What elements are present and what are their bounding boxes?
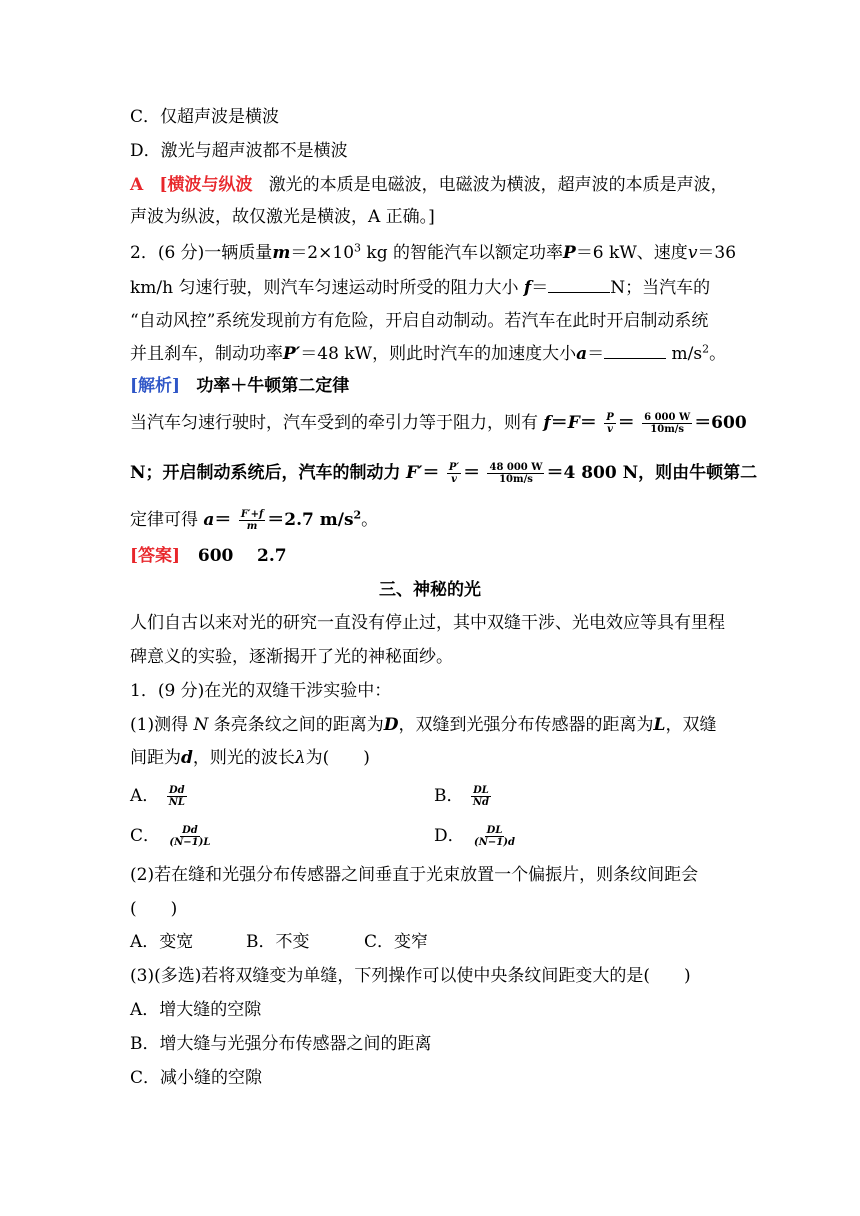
p2-option-b: B．不变 — [246, 932, 310, 952]
q1-text: 间距为 — [130, 748, 181, 768]
q2-solution-line3 — [130, 507, 730, 533]
solution-text: 定律可得 — [130, 510, 198, 530]
var-d: d — [181, 748, 193, 768]
analysis-title: 功率＋牛顿第二定律 — [196, 376, 350, 396]
answer-explanation: 激光的本质是电磁波，电磁波为横波，超声波的本质是声波， — [268, 175, 728, 195]
q2-line1 — [130, 240, 737, 266]
var-lambda: λ — [294, 748, 306, 768]
equals: ＝ — [463, 463, 481, 483]
exponent: 2 — [353, 508, 362, 522]
prev-option-d: D．激光与超声波都不是横波 — [130, 141, 348, 161]
option-fraction — [471, 785, 491, 808]
solution-text: N；开启制动系统后，汽车的制动力 — [130, 463, 401, 483]
fraction-P-over-v — [604, 412, 616, 435]
var-m: m — [272, 243, 291, 263]
denominator: v — [607, 424, 613, 435]
option-fraction — [167, 825, 212, 848]
answer-blank — [548, 276, 610, 293]
option-fraction — [167, 785, 187, 808]
q1-part3-line1: (3)(多选)若将双缝变为单缝，下列操作可以使中央条纹间距变大的是( ) — [130, 966, 691, 986]
p3-option-a: A．增大缝的空隙 — [130, 1000, 262, 1020]
solution-text: 当汽车匀速行驶时，汽车受到的牵引力等于阻力，则有 — [130, 413, 538, 433]
denominator: 10m/s — [499, 474, 533, 485]
p2-option-a: A．变宽 — [130, 932, 194, 952]
q2-text: ＝ — [587, 344, 605, 364]
section-title: 三、神秘的光 — [379, 580, 481, 600]
numerator: P — [606, 412, 614, 423]
exponent: 2 — [702, 342, 710, 356]
var-v: v — [687, 243, 698, 263]
q1-part1-line2 — [130, 745, 730, 771]
var-F: F — [567, 413, 580, 433]
p3-option-b: B．增大缝与光强分布传感器之间的距离 — [130, 1034, 432, 1054]
var-a: a — [576, 344, 588, 364]
prev-answer-line2: 声波为纵波，故仅激光是横波，A 正确。] — [130, 207, 435, 227]
var-a: a — [203, 510, 215, 530]
analysis-tag: [解析] — [130, 376, 181, 396]
equals: ＝ — [550, 413, 568, 433]
denominator: 10m/s — [650, 424, 685, 435]
numerator: 6 000 W — [644, 412, 691, 423]
option-fraction — [472, 825, 517, 848]
solution-text: ＝4 800 N，则由牛顿第二 — [546, 463, 758, 483]
equals: ＝ — [617, 413, 635, 433]
exponent: 3 — [354, 241, 362, 255]
q1-heading: 1．(9 分)在光的双缝干涉实验中： — [130, 681, 392, 701]
q2-solution-line1 — [130, 410, 747, 436]
var-f: f — [543, 413, 551, 433]
var-D: D — [383, 715, 399, 735]
numerator: DL — [486, 825, 503, 836]
var-P: P — [563, 243, 576, 263]
numerator: F′+f — [240, 509, 264, 520]
q2-line3: “自动风控”系统发现前方有危险，开启自动制动。若汽车在此时开启制动系统 — [130, 311, 709, 331]
q2-text: m/s — [666, 344, 703, 364]
fraction-braking-power — [487, 462, 544, 485]
denominator: (N−1)L — [169, 837, 211, 848]
result: ＝2.7 m/s — [267, 510, 354, 530]
denominator: m — [246, 521, 258, 532]
q2-text: N；当汽车的 — [610, 278, 711, 298]
q1-text: ，则光的波长 — [192, 748, 295, 768]
numerator: P′ — [448, 462, 460, 473]
numerator: DL — [473, 785, 489, 796]
q2-text: 。 — [709, 344, 727, 364]
prev-option-c: C．仅超声波是横波 — [130, 107, 280, 127]
q1-part1-line1 — [130, 712, 730, 738]
section-intro-line2: 碑意义的实验，逐渐揭开了光的神秘面纱。 — [130, 647, 453, 667]
q1-part2-line2: ( ) — [130, 899, 178, 919]
option-label: B． — [434, 786, 464, 806]
var-f: f — [523, 278, 532, 298]
q2-line2 — [130, 275, 730, 301]
q2-answer — [130, 543, 730, 569]
q2-text: km/h 匀速行驶，则汽车匀速运动时所受的阻力大小 — [130, 278, 519, 298]
answer-tag: [横波与纵波 — [159, 175, 253, 195]
var-N: N — [193, 715, 209, 735]
answer-letter: A — [130, 175, 144, 195]
q1-text: ，双缝 — [665, 715, 717, 735]
p2-option-c: C．变窄 — [364, 932, 429, 952]
q2-solution-line2 — [130, 460, 758, 486]
q2-text: 并且刹车，制动功率 — [130, 344, 283, 364]
q2-text: ＝6 kW、速度 — [575, 243, 688, 263]
option-a — [130, 783, 189, 809]
q1-text: 条亮条纹之间的距离为 — [213, 715, 384, 735]
answer-values: 600 2.7 — [197, 546, 287, 566]
equals: ＝ — [422, 463, 440, 483]
p3-option-c: C．减小缝的空隙 — [130, 1068, 263, 1088]
var-P-prime: P′ — [283, 344, 301, 364]
answer-tag: [答案] — [130, 546, 181, 566]
q1-text: (1)测得 — [130, 715, 189, 735]
q1-part2-line1: (2)若在缝和光强分布传感器之间垂直于光束放置一个偏振片，则条纹间距会 — [130, 865, 699, 885]
q2-analysis-heading — [130, 373, 730, 399]
option-label: C． — [130, 826, 161, 846]
numerator: 48 000 W — [489, 462, 543, 473]
equals: ＝ — [214, 510, 232, 530]
denominator: v — [451, 474, 457, 485]
option-b — [434, 783, 493, 809]
var-L: L — [653, 715, 666, 735]
answer-blank — [604, 342, 666, 359]
solution-text: 。 — [361, 510, 379, 530]
q2-text: ＝48 kW，则此时汽车的加速度大小 — [300, 344, 577, 364]
numerator: Dd — [182, 825, 198, 836]
q1-text: 为( ) — [305, 748, 370, 768]
fraction-force-over-mass — [239, 509, 265, 532]
q1-text: ，双缝到光强分布传感器的距离为 — [398, 715, 654, 735]
result: ＝600 — [694, 413, 747, 433]
denominator: Nd — [472, 797, 490, 808]
q2-text: kg 的智能汽车以额定功率 — [361, 243, 564, 263]
fraction-Pprime-over-v — [447, 462, 461, 485]
q2-text: ＝36 — [697, 243, 737, 263]
equals: ＝ — [579, 413, 597, 433]
option-label: D． — [434, 826, 465, 846]
prev-answer-line1 — [130, 172, 730, 198]
numerator: Dd — [168, 785, 185, 796]
q2-text: 2．(6 分)一辆质量 — [130, 243, 273, 263]
fraction-power-over-speed — [642, 412, 692, 435]
var-F-prime: F′ — [405, 463, 423, 483]
section-intro-line1: 人们自古以来对光的研究一直没有停止过，其中双缝干涉、光电效应等具有里程 — [130, 613, 725, 633]
option-d — [434, 823, 519, 849]
denominator: (N−1)d — [474, 837, 515, 848]
q2-text: ＝2×10 — [290, 243, 355, 263]
option-label: A． — [130, 786, 160, 806]
denominator: NL — [168, 797, 185, 808]
q2-text: ＝ — [531, 278, 549, 298]
option-c — [130, 823, 214, 849]
q2-line4 — [130, 341, 730, 367]
